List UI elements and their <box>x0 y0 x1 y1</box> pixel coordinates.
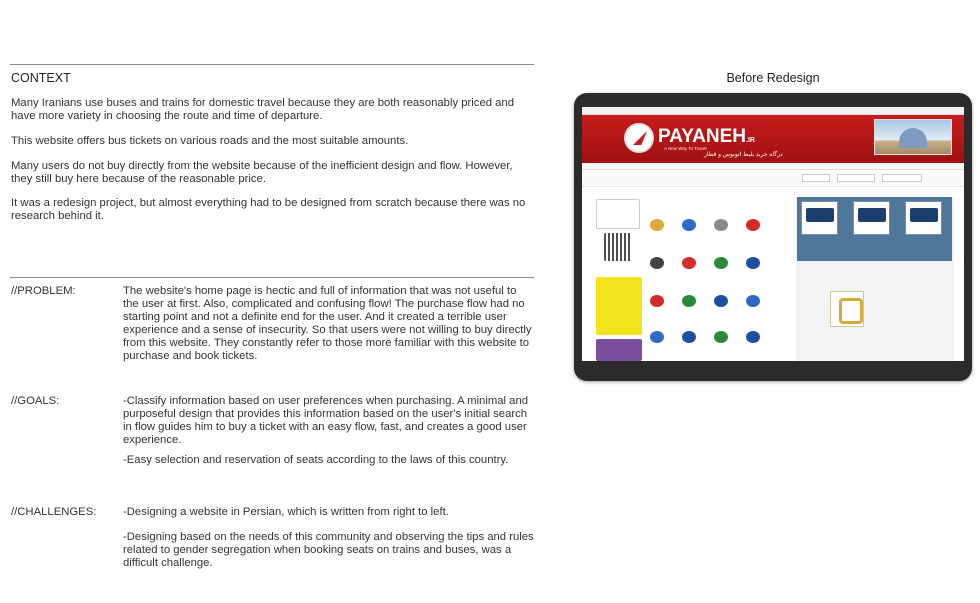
challenges-item-1: -Designing a website in Persian, which is written from right to left. <box>123 506 449 518</box>
company-logo-icon <box>714 331 728 343</box>
company-logo-icon <box>746 331 760 343</box>
old-website-screenshot <box>582 107 964 361</box>
foreign-bus-ticket-tile[interactable] <box>853 201 890 235</box>
logo-tagline: A New Way To Travel <box>664 146 707 151</box>
domestic-bus-ticket-tile[interactable] <box>905 201 942 235</box>
samandehi-certificate <box>830 291 864 327</box>
ad-banner-1 <box>596 199 640 229</box>
challenges-item-2: -Designing based on the needs of this community and observing the tips and rules related to gender segregation when booking seats on trains and buses, was a difficult challenge. <box>123 531 534 569</box>
company-logo-icon <box>714 295 728 307</box>
bus-company-logos <box>646 197 772 361</box>
site-header-banner <box>582 115 964 163</box>
top-utility-bar <box>582 107 964 115</box>
main-menu <box>582 163 964 170</box>
context-paragraph-1: Many Iranians use buses and trains for domestic travel because they are both reasonably priced and have more variety in choosing the route and time of departure. <box>11 97 514 122</box>
ticket-type-panel <box>797 197 952 261</box>
context-paragraph-4: It was a redesign project, but almost everything had to be designed from scratch because there was no research behind it. <box>11 197 526 222</box>
context-heading: CONTEXT <box>11 71 71 85</box>
qr-code <box>604 233 632 261</box>
challenges-label: //CHALLENGES: <box>11 506 97 518</box>
booking-panel <box>796 197 954 361</box>
company-logo-icon <box>650 219 664 231</box>
payaneh-logo-icon <box>624 123 654 153</box>
company-logo-icon <box>682 331 696 343</box>
ad-banner-yellow <box>596 277 642 335</box>
context-paragraph-3: Many users do not buy directly from the website because of the inefficient design and flow. However, they still buy here because of the reasonable price. <box>11 160 513 185</box>
company-logo-icon <box>746 219 760 231</box>
company-logo-icon <box>682 219 696 231</box>
company-logo-icon <box>650 331 664 343</box>
context-paragraph-2: This website offers bus tickets on various roads and the most suitable amounts. <box>11 135 409 147</box>
section-divider <box>10 277 534 278</box>
mosque-photo <box>874 119 952 155</box>
payaneh-logo: PAYANEH.IR <box>658 126 755 147</box>
ads-column <box>594 197 644 361</box>
problem-label: //PROBLEM: <box>11 285 76 297</box>
tablet-mockup <box>574 93 972 381</box>
company-logo-icon <box>650 295 664 307</box>
ad-banner-purple <box>596 339 642 361</box>
company-logo-icon <box>682 257 696 269</box>
goals-item-2: -Easy selection and reservation of seats according to the laws of this country. <box>123 454 509 466</box>
goals-label: //GOALS: <box>11 395 60 407</box>
company-logo-icon <box>650 257 664 269</box>
goals-item-1: -Classify information based on user preferences when purchasing. A minimal and purposeful design that provides this information based on the user's initial search in flow guides him to buy a ticket with an easy flow, fast, and creates a good user experience. <box>123 395 529 446</box>
company-logo-icon <box>682 295 696 307</box>
company-logo-icon <box>714 219 728 231</box>
persian-site-title: درگاه خرید بلیط اتوبوس و قطار <box>704 152 783 158</box>
train-ticket-tile[interactable] <box>801 201 838 235</box>
before-redesign-title: Before Redesign <box>726 71 820 85</box>
company-logo-icon <box>746 295 760 307</box>
top-divider <box>10 64 534 65</box>
problem-text: The website's home page is hectic and full of information that was not useful to the user at first. Also, complicated and confusing flow! The purchase flow had no starting point and not a definite end for the user. And it created a terrible user experience and a sense of insecurity. So that users were not willing to buy directly from this website. They constantly refer to those more familiar with this website to purchase and book tickets. <box>123 285 532 362</box>
company-logo-icon <box>714 257 728 269</box>
search-bar <box>582 170 964 187</box>
company-logo-icon <box>746 257 760 269</box>
